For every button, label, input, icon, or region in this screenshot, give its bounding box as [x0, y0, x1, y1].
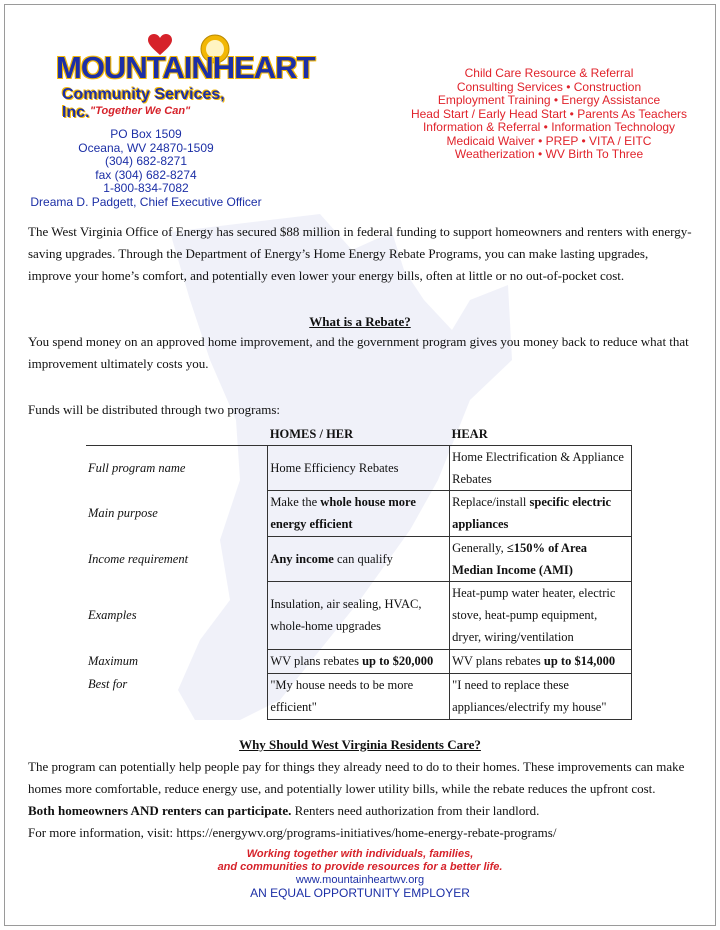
row-label: Best for	[88, 677, 128, 691]
service-line: Consulting Services • Construction	[456, 79, 642, 94]
service-line: Medicaid Waiver • PREP • VITA / EITC	[446, 133, 652, 148]
why-heading: Why Should West Virginia Residents Care?	[239, 737, 481, 752]
contact-line: Dreama D. Padgett, Chief Executive Officer	[30, 194, 262, 209]
contact-line: fax (304) 682-8274	[95, 167, 197, 182]
footer	[0, 848, 720, 900]
table-header-row	[86, 421, 632, 445]
contact-line: Oceana, WV 24870-1509	[78, 140, 214, 155]
table-row	[86, 445, 632, 490]
cell-text: Replace/install	[452, 495, 530, 509]
why-after-bold: Renters need authorization from their landlord.	[291, 803, 540, 818]
footer-url[interactable]: www.mountainheartwv.org	[295, 874, 425, 886]
homes-cell	[268, 490, 450, 536]
table-row	[86, 536, 632, 581]
homes-cell	[268, 673, 450, 719]
hear-cell	[450, 445, 632, 490]
cell-bold-text: whole house more energy efficient	[270, 495, 416, 531]
cell-text: WV plans rebates	[452, 654, 544, 668]
service-line: Head Start / Early Head Start • Parents As Teachers	[410, 106, 688, 121]
logo-subtitle: Community Services, Inc.	[62, 86, 225, 121]
service-line: Information & Referral • Information Technology	[422, 120, 676, 134]
cell-text: can qualify	[333, 551, 393, 566]
contact-line: 1-800-834-7082	[103, 181, 189, 195]
row-label: Examples	[88, 608, 137, 622]
rebate-paragraph: You spend money on an approved home improvement, and the government program gives you money back to reduce what that improvement ultimately costs you.	[28, 334, 689, 371]
footer-slogan-line: and communities to provide resources for a better life.	[217, 861, 503, 873]
logo-tagline: "Together We Can"	[90, 105, 191, 117]
homes-cell	[268, 536, 450, 581]
cell-bold-text: specific electric appliances	[452, 495, 612, 531]
cell-text: Make the	[270, 495, 321, 509]
contact-line: (304) 682-8271	[104, 154, 188, 168]
more-info-text: For more information, visit: https://energywv.org/programs-initiatives/home-energy-rebate-programs/	[28, 825, 557, 840]
table-row	[86, 581, 632, 649]
cell-text: Home Efficiency Rebates	[270, 460, 399, 475]
why-bold-text: Both homeowners AND renters can participate.	[28, 803, 292, 818]
contact-block	[26, 128, 266, 209]
row-label: Maximum	[88, 654, 138, 668]
footer-eoe: AN EQUAL OPPORTUNITY EMPLOYER	[250, 886, 470, 900]
homes-cell	[268, 649, 450, 673]
cell-text: Generally,	[452, 540, 507, 555]
cell-bold-text: Any income	[270, 551, 334, 566]
hear-cell	[450, 490, 632, 536]
cell-text: WV plans rebates	[270, 654, 363, 668]
homes-cell	[268, 445, 450, 490]
service-line: Employment Training • Energy Assistance	[437, 93, 661, 107]
row-label: Full program name	[86, 445, 268, 490]
homes-cell	[268, 581, 450, 649]
row-label: Income requirement	[88, 551, 189, 566]
services-block	[404, 67, 694, 162]
cell-bold-text: up to $20,000	[362, 654, 434, 668]
table-header: HEAR	[451, 426, 488, 441]
hear-cell	[450, 649, 632, 673]
logo-name: MOUNTAINHEART	[56, 50, 315, 85]
cell-text: "I need to replace these appliances/electrify my house"	[452, 678, 607, 714]
programs-table	[86, 421, 632, 720]
hear-cell	[450, 673, 632, 719]
cell-text: "My house needs to be more efficient"	[270, 678, 414, 714]
why-paragraph	[28, 756, 692, 822]
table-header	[86, 421, 268, 445]
rebate-heading: What is a Rebate?	[309, 314, 411, 329]
cell-bold-text: up to $14,000	[543, 654, 616, 668]
cell-text: Heat-pump water heater, electric stove, heat-pump equipment, dryer, wiring/ventilation	[452, 586, 616, 644]
hear-cell	[450, 536, 632, 581]
footer-slogan-line: Working together with individuals, families,	[246, 848, 474, 860]
table-row	[86, 490, 632, 536]
hear-cell	[450, 581, 632, 649]
why-text: The program can potentially help people pay for things they already need to do to their homes. These improvements can make homes more comfortable, reduce energy use, and potentially lower utility bills, while the rebate reduces the upfront cost.	[28, 759, 685, 796]
cell-text: Home Electrification & Appliance Rebates	[452, 449, 624, 486]
cell-text: Insulation, air sealing, HVAC, whole-home upgrades	[270, 597, 422, 633]
intro-paragraph: The West Virginia Office of Energy has secured $88 million in federal funding to support homeowners and renters with energy-saving upgrades. Through the Department of Energy’s Home Energy Rebate Programs, you can make lasting upgrades, improve your home’s comfort, and potentially even lower your energy bills, often at little or no out-of-pocket cost.	[28, 224, 692, 283]
mountainheart-logo	[56, 34, 315, 124]
programs-intro: Funds will be distributed through two programs:	[28, 402, 281, 417]
service-line: Weatherization • WV Birth To Three	[454, 147, 644, 161]
service-line: Child Care Resource & Referral	[464, 66, 634, 80]
cell-bold-text: ≤150% of Area Median Income (AMI)	[452, 540, 588, 577]
contact-line: PO Box 1509	[110, 127, 182, 141]
row-label: Main purpose	[88, 506, 158, 520]
table-row	[86, 649, 632, 673]
table-row	[86, 673, 632, 719]
table-header: HOMES / HER	[269, 426, 354, 441]
